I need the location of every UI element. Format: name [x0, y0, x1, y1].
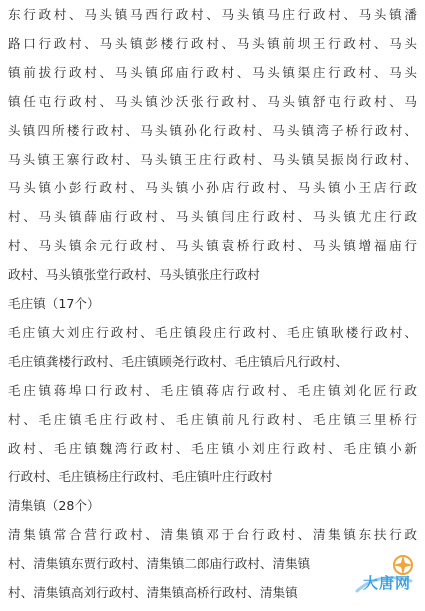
watermark-logo [349, 551, 421, 605]
text-line: 镇任屯行政村、马头镇沙沃张行政村、马头镇舒屯行政村、马 [8, 93, 417, 109]
watermark-text: 大唐网 [362, 574, 411, 592]
text-line: 政村、毛庄镇魏湾行政村、毛庄镇小刘庄行政村、毛庄镇小新 [8, 440, 417, 456]
text-line: 路口行政村、马头镇彭楼行政村、马头镇前坝王行政村、马头 [8, 35, 417, 51]
text-line: 村、毛庄镇毛庄行政村、毛庄镇前凡行政村、毛庄镇三里桥行 [8, 411, 417, 427]
text-line: 镇前拔行政村、马头镇邱庙行政村、马头镇渠庄行政村、马头 [8, 64, 417, 80]
text-line: 毛庄镇蒋埠口行政村、毛庄镇蒋店行政村、毛庄镇刘化匠行政 [8, 382, 417, 398]
section-heading: 毛庄镇（17个） [8, 296, 100, 311]
text-line: 毛庄镇大刘庄行政村、毛庄镇段庄行政村、毛庄镇耿楼行政村、 [8, 324, 417, 340]
text-line: 村、清集镇高刘行政村、清集镇高桥行政村、清集镇 [8, 585, 298, 600]
text-line: 行政村、毛庄镇杨庄行政村、毛庄镇叶庄行政村 [8, 469, 273, 485]
text-line: 村、清集镇东贾行政村、清集镇二郎庙行政村、清集镇 [8, 556, 311, 572]
text-line: 政村、马头镇张堂行政村、马头镇张庄行政村 [8, 267, 260, 283]
text-line: 村、马头镇余元行政村、马头镇袁桥行政村、马头镇增福庙行 [8, 238, 417, 254]
text-line: 马头镇王寨行政村、马头镇王庄行政村、马头镇吴振岗行政村、 [8, 151, 417, 167]
text-line: 马头镇小彭行政村、马头镇小孙店行政村、马头镇小王店行政 [8, 180, 417, 196]
section-heading: 清集镇（28个） [8, 498, 100, 514]
text-line: 头镇四所楼行政村、马头镇孙化行政村、马头镇湾子桥行政村、 [8, 122, 417, 138]
text-line: 村、马头镇薛庙行政村、马头镇闫庄行政村、马头镇尤庄行政 [8, 209, 417, 225]
text-line: 毛庄镇龚楼行政村、毛庄镇顾尧行政村、毛庄镇后凡行政村、 [8, 353, 349, 369]
text-line: 清集镇常合营行政村、清集镇邓于台行政村、清集镇东扶行政 [8, 527, 417, 543]
text-line: 东行政村、马头镇马西行政村、马头镇马庄行政村、马头镇潘 [8, 7, 417, 22]
